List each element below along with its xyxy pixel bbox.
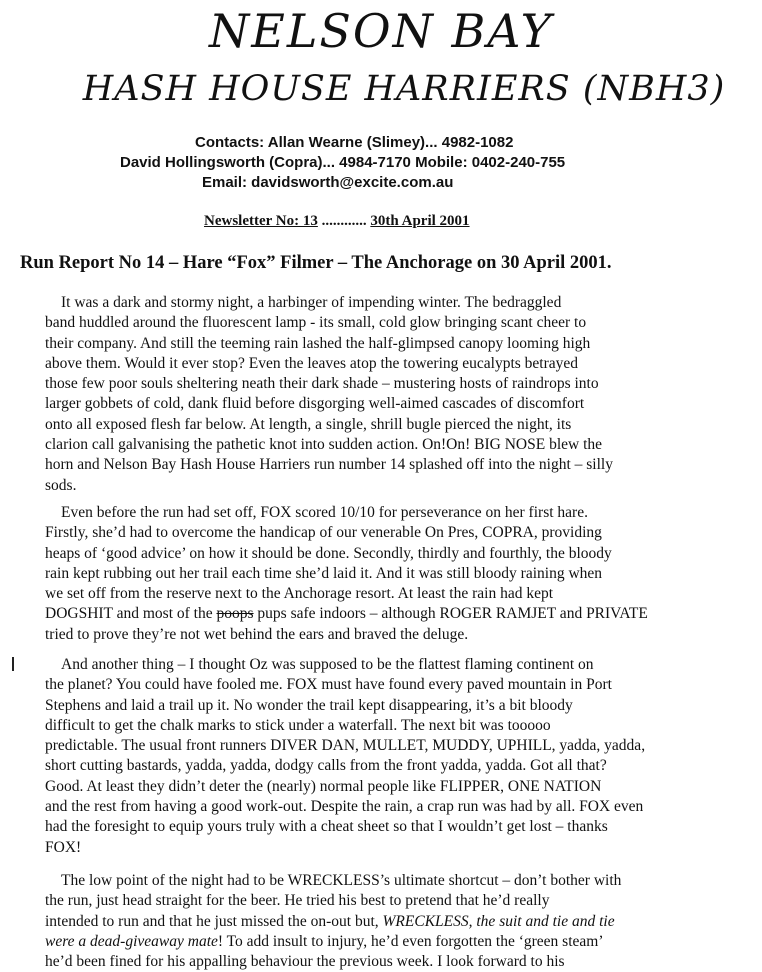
paragraph-line — [45, 932, 621, 952]
paragraph-line: band huddled around the fluorescent lamp - its small, cold glow bringing scant cheer to — [45, 314, 587, 332]
paragraph-line: The low point of the night had to be WRECKLESS’s ultimate shortcut – don’t bother with — [61, 872, 622, 889]
text-run: intended to run and that he just missed the on-out but, — [45, 912, 383, 930]
text-run: pups safe indoors – although ROGER RAMJET and PRIVATE — [253, 605, 648, 623]
paragraph-line: had the foresight to equip yours truly with a cheat sheet so that I wouldn’t get lost – thanks — [45, 818, 608, 836]
contact-email: Email: davidsworth@excite.com.au — [202, 174, 454, 191]
paragraph-2 — [45, 503, 648, 645]
paragraph-line: heaps of ‘good advice’ on how it should be done. Secondly, thirdly and fourthly, the bloody — [45, 544, 612, 562]
paragraph-line: we set off from the reserve next to the Anchorage resort. At least the rain had kept — [45, 585, 554, 603]
paragraph-line: clarion call galvanising the pathetic knot into sudden action. On!On! BIG NOSE blew the — [45, 436, 603, 454]
paragraph-line — [45, 912, 621, 932]
paragraph-line: short cutting bastards, yadda, yadda, dodgy calls from the front yadda, yadda. Got all that? — [45, 757, 607, 775]
paragraph-3 — [45, 655, 645, 858]
newsletter-title: NELSON BAY — [209, 4, 553, 58]
newsletter-number-line — [204, 210, 470, 232]
italic-aside: WRECKLESS, the suit and tie and tie — [382, 912, 615, 930]
margin-pen-mark — [12, 657, 14, 671]
paragraph-line: the planet? You could have fooled me. FOX must have found every paved mountain in Port — [45, 676, 612, 694]
paragraph-line: Firstly, she’d had to overcome the handicap of our venerable On Pres, COPRA, providing — [45, 524, 602, 542]
paragraph-line: he’d been fined for his appalling behaviour the previous week. I look forward to his — [45, 953, 565, 971]
newsletter-date: 30th April 2001 — [370, 213, 470, 229]
paragraph-line: and the rest from having a good work-out. Despite the rain, a crap run was had by all. FOX even — [45, 798, 644, 816]
paragraph-line: tried to prove they’re not wet behind the ears and braved the deluge. — [45, 625, 469, 643]
paragraph-line: Good. At least they didn’t deter the (nearly) normal people like FLIPPER, ONE NATION — [45, 777, 602, 795]
newsletter-number: Newsletter No: 13 — [204, 213, 318, 229]
paragraph-line: FOX! — [45, 838, 82, 856]
paragraph-4 — [45, 871, 621, 972]
paragraph-line: difficult to get the chalk marks to stick under a waterfall. The next bit was tooooo — [45, 716, 551, 734]
paragraph-line: their company. And still the teeming rain lashed the half-glimpsed canopy looming high — [45, 334, 591, 352]
paragraph-line: horn and Nelson Bay Hash House Harriers run number 14 splashed off into the night – silly — [45, 456, 613, 474]
paragraph-line: onto all exposed flesh far below. At length, a single, shrill bugle pierced the night, its — [45, 415, 572, 433]
paragraph-line — [45, 604, 648, 624]
paragraph-line: rain kept rubbing out her trail each time she’d laid it. And it was still bloody raining when — [45, 564, 603, 582]
text-run: ! To add insult to injury, he’d even forgotten the ‘green steam’ — [217, 932, 604, 950]
paragraph-line: It was a dark and stormy night, a harbinger of impending winter. The bedraggled — [61, 294, 562, 311]
paragraph-line: those few poor souls sheltering neath their dark shade – mustering hosts of raindrops into — [45, 375, 599, 393]
paragraph-line: predictable. The usual front runners DIVER DAN, MULLET, MUDDY, UPHILL, yadda, yadda, — [45, 737, 646, 755]
paragraph-line: Stephens and laid a trail up it. No wonder the trail kept disappearing, it’s a bit bloody — [45, 696, 573, 714]
struck-out-word: poops — [216, 605, 254, 623]
newsletter-dots: ............ — [317, 213, 371, 229]
contact-line-1: Contacts: Allan Wearne (Slimey)... 4982-1082 — [195, 134, 514, 151]
italic-aside: were a dead-giveaway mate — [45, 932, 218, 950]
contact-line-2: David Hollingsworth (Copra)... 4984-7170 Mobile: 0402-240-755 — [120, 154, 566, 171]
paragraph-line: larger gobbets of cold, dank fluid before disgorging well-aimed cascades of discomfort — [45, 395, 585, 413]
run-report-heading: Run Report No 14 – Hare “Fox” Filmer – The Anchorage on 30 April 2001. — [20, 253, 612, 273]
paragraph-line: Even before the run had set off, FOX scored 10/10 for perseverance on her first hare. — [61, 504, 588, 521]
paragraph-line: above them. Would it ever stop? Even the leaves atop the towering eucalypts betrayed — [45, 354, 579, 372]
text-run: DOGSHIT and most of the — [45, 605, 217, 623]
paragraph-line: And another thing – I thought Oz was supposed to be the flattest flaming continent on — [61, 656, 594, 673]
paragraph-1 — [45, 293, 613, 496]
paragraph-line: sods. — [45, 476, 77, 494]
paragraph-line: the run, just head straight for the beer. He tried his best to pretend that he’d really — [45, 892, 550, 910]
newsletter-subtitle: HASH HOUSE HARRIERS (NBH3) — [82, 69, 726, 109]
